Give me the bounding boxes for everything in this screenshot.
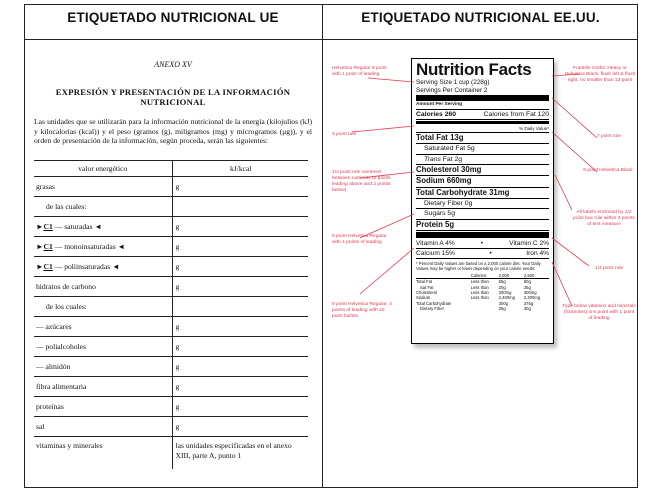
eu-nutrient-unit: g [172, 417, 308, 437]
nf-vitamin-left: Calcium 15% [416, 249, 455, 257]
eu-nutrient-text: — azúcares [36, 322, 72, 331]
nf-dv-cell: Dietary Fiber [420, 306, 444, 312]
eu-nutrient-text: — saturadas ◄ [52, 222, 102, 231]
eu-nutrient-text: hidratos de carbono [36, 282, 96, 291]
eu-nutrient-text: sal [36, 422, 45, 431]
nf-vitamin-right: Iron 4% [526, 249, 549, 257]
eu-nutrient-unit: g [172, 317, 308, 337]
annotation-helvetica-8-4: 8 point Helvetica Regular with 4 points of leading [332, 234, 387, 245]
nf-dv-cell: 80g [523, 279, 531, 285]
eu-nutrient-text: grasas [36, 182, 55, 191]
amendment-marker: ►C1 [36, 222, 53, 231]
amendment-marker: ►C1 [36, 242, 53, 251]
eu-nutrient-text: de los cuales: [46, 302, 87, 311]
us-column-header: ETIQUETADO NUTRICIONAL EE.UU. [361, 10, 600, 25]
nf-amount-per: Amount Per Serving [416, 102, 463, 108]
nf-dv-cell: 300mg [523, 290, 537, 296]
eu-nutrient-text: — poliinsaturadas ◄ [52, 262, 120, 271]
eu-nutrient-unit: g [172, 237, 308, 257]
annotation-helvetica-8: Helvetica Regular 8 point with 1 point of leading [332, 66, 387, 77]
nf-dv-cell: Total Carbohydrate [416, 300, 452, 306]
nf-bullet: • [489, 249, 492, 257]
nf-dv-cell: 2,400mg [498, 295, 515, 301]
nf-dv-cell: 2,500 [524, 273, 549, 279]
eu-nutrient-label: vitaminas y minerales [34, 437, 172, 469]
eu-header-energy: valor energético [34, 161, 172, 177]
nf-dv-cell: 300mg [498, 290, 512, 296]
eu-nutrient-unit: g [172, 357, 308, 377]
eu-nutrient-unit: las unidades especificadas en el anexo XIII, parte A, punto 1 [175, 441, 292, 460]
nf-dv-cell: Less than [470, 290, 489, 296]
nf-nutrient-name: Dietary Fiber 0g [424, 199, 473, 207]
eu-header-unit: kJ/kcal [172, 161, 308, 177]
annotation-quarter-rule-centered: 1/4 point rule centered between nutrients (2 points leading above and 2 points below) [332, 170, 391, 193]
annex-heading: ANEXO XV [154, 60, 192, 69]
annotation-7pt-rule: 7 point rule [596, 134, 622, 139]
nf-dv-cell: 2,400mg [523, 295, 541, 301]
nf-footnote: * Percent Daily Values are based on a 2,000 calorie diet. Your Daily Values may be higher or lower depending on your calorie needs: [416, 260, 541, 271]
nf-dv-cell: 2,000 [499, 273, 524, 279]
eu-section-title: EXPRESIÓN Y PRESENTACIÓN DE LA INFORMACIÓN NUTRICIONAL [55, 87, 291, 107]
nf-dv-cell: Calories: [471, 273, 499, 279]
nf-nutrient-name: Total Carbohydrate 31mg [416, 187, 510, 197]
eu-nutrient-text: fibra alimentaria [36, 382, 87, 391]
nf-nutrient-name: Saturated Fat 5g [424, 145, 475, 153]
annotation-footnote-6pt: Type below vitamins and minerals (footnotes) is 6 point with 1 point of leading [562, 304, 636, 321]
nf-dv-cell: 25g [523, 284, 531, 290]
eu-nutrient-unit: g [172, 217, 308, 237]
nf-dv-cell: Less than [470, 279, 489, 285]
eu-nutrient-unit: g [172, 397, 308, 417]
nf-nutrient-name: Total Fat 13g [416, 133, 464, 143]
nf-vitamin-right: Vitamin C 2% [509, 239, 549, 247]
nf-dv-cell: Cholesterol [416, 290, 438, 296]
nf-calories: Calories 260 [416, 110, 457, 118]
annotation-quarter-rule: 1/4 point rule [594, 266, 624, 271]
annotation-helvetica-black: 6 point Helvetica Black [583, 168, 633, 173]
nf-servings-per: Servings Per Container 2 [416, 86, 488, 94]
nf-dv-cell: Sodium [416, 295, 431, 301]
nf-dv-cell: 300g [498, 300, 508, 306]
annotation-box-rule: All labels enclosed by 1/2 point box rule within 3 points of text measure [573, 210, 635, 227]
eu-nutrient-text: proteínas [36, 402, 64, 411]
nf-dv-cell: 25g [498, 306, 506, 312]
amendment-marker: ►C1 [36, 262, 53, 271]
nf-dv-cell: 20g [498, 284, 506, 290]
nf-dv-header: % Daily Value* [416, 125, 549, 133]
nf-nutrient-name: Protein 5g [416, 219, 455, 229]
nf-dv-cell: 375g [523, 300, 534, 306]
eu-intro-paragraph: Las unidades que se utilizarán para la información nutricional de la energía (kilojulios (kJ) y kilocalorías (kcal)) y el peso (gramos (g), miligramos (mg) y microgramos (μg)), y el orden de presentación de la información, según proceda, serán las siguientes: [34, 117, 312, 146]
eu-nutrient-text: — almidón [36, 362, 71, 371]
eu-nutrient-text: — monoinsaturadas ◄ [52, 242, 126, 251]
eu-nutrient-unit: g [172, 377, 308, 397]
nf-serving-size: Serving Size 1 cup (228g) [416, 79, 490, 86]
nf-nutrient-name: Cholesterol 30mg [416, 165, 482, 175]
nf-title: Nutrition Facts [416, 60, 532, 79]
nf-dv-cell: 65g [498, 279, 506, 285]
eu-nutrient-unit: g [172, 177, 308, 197]
nf-dv-cell: Sat Fat [420, 284, 434, 290]
nf-nutrient-name: Sugars 5g [424, 210, 455, 218]
eu-nutrient-unit: g [172, 277, 308, 297]
nf-vitamin-left: Vitamin A 4% [416, 239, 455, 247]
eu-column-header: ETIQUETADO NUTRICIONAL UE [67, 10, 279, 25]
annotation-3pt-rule: 3 point rule [332, 132, 357, 137]
nf-bullet: • [480, 239, 484, 247]
nf-dv-cell: Less than [470, 295, 489, 301]
annotation-helvetica-8-10: 8 point Helvetica Regular, 4 points of leading with 10 point bullets [332, 302, 392, 319]
eu-nutrient-unit: g [172, 337, 308, 357]
nf-nutrient-name: Trans Fat 2g [424, 155, 463, 163]
eu-nutrient-text: — polialcoholes [36, 342, 86, 351]
nf-dv-cell: 30g [523, 306, 531, 312]
nf-nutrient-name: Sodium 660mg [416, 176, 472, 186]
annotation-franklin-gothic: Franklin Gothic Heavy or Helvetica Black, flush left & flush right, no smaller than 13 point [564, 66, 636, 83]
nf-dv-cell: Less than [470, 284, 489, 290]
eu-nutrient-text: de las cuales: [46, 202, 87, 211]
nf-dv-cell: Total Fat [416, 279, 433, 285]
eu-nutrient-unit: g [172, 257, 308, 277]
nf-calories-fat: Calories from Fat 120 [483, 110, 549, 118]
